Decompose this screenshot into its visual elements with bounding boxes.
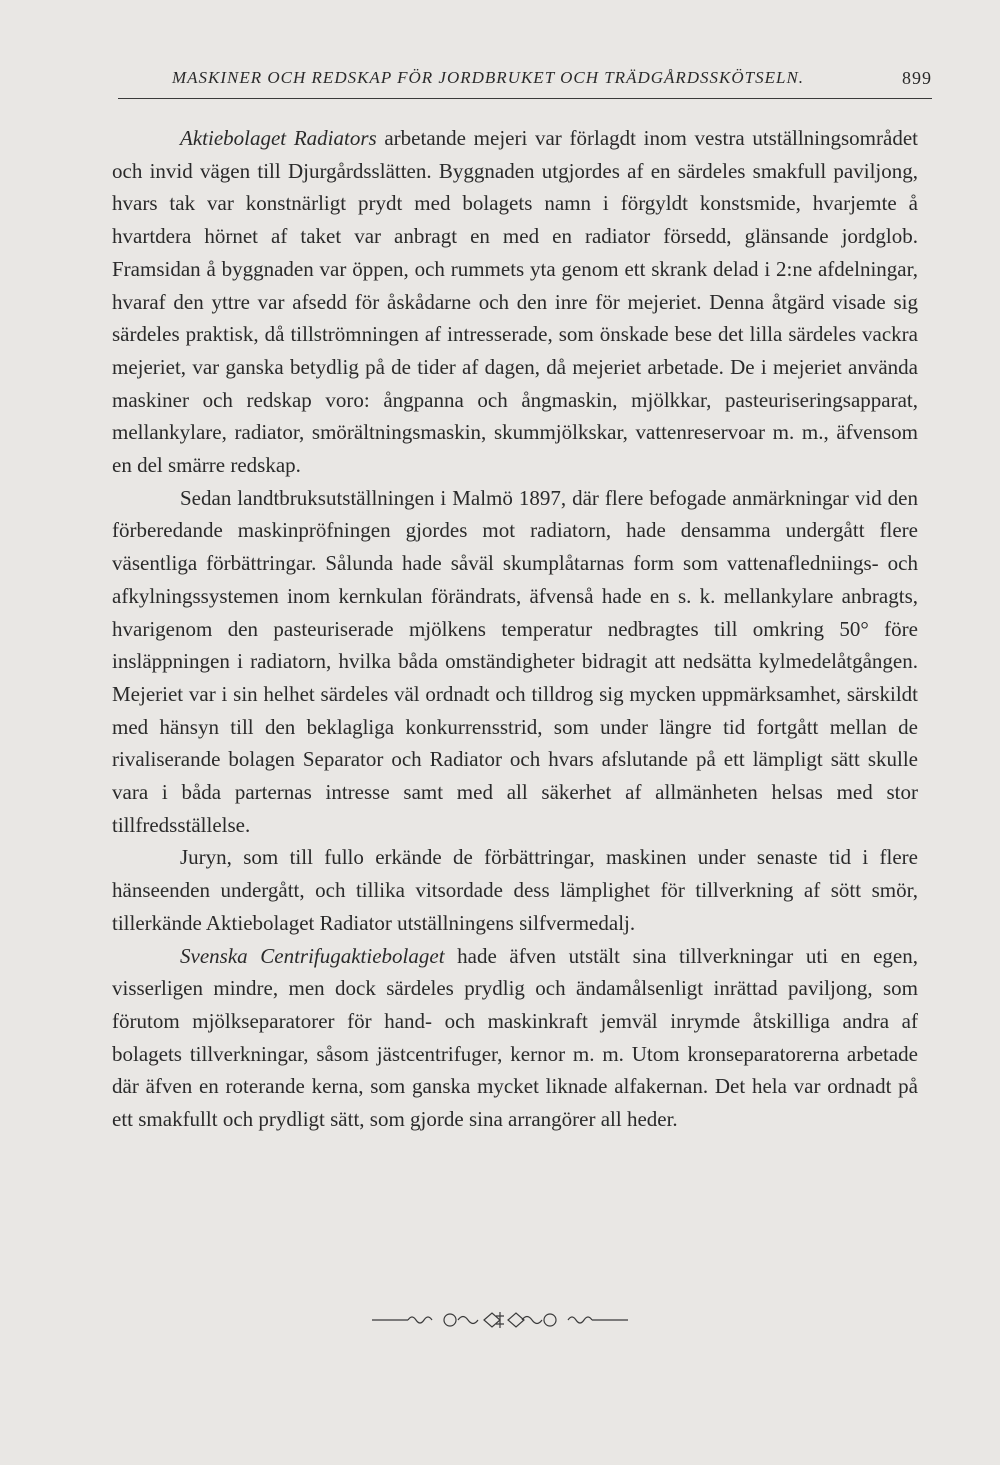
paragraph-text: hade äfven utstält sina tillverkningar uti en egen, visserligen mindre, men dock särdeles prydlig och ändamålsenligt inrättad paviljong, som förutom mjölkseparatorer för hand- och maskinkraft jemväl inrymde åtskilliga andra af bolagets tillverkningar, såsom jästcentrifuger, kernor m. m. Utom kronseparatorerna arbetade där äfven en roterande kerna, som ganska mycket liknade alfakernan. Det hela var ordnadt på ett smakfullt och prydligt sätt, som gjorde sina arrangörer all heder. — [112, 943, 918, 1132]
paragraph-text: arbetande mejeri var förlagdt inom vestra utställningsområdet och invid vägen till Djurgårdsslätten. Byggnaden utgjordes af en särdeles smakfull paviljong, hvars tak var konstnärligt prydt med bolagets namn i förgyldt konstsmide, hvarjemte å hvartdera hörnet af taket var anbragt en med en radiator försedd, glänsande jordglob. Framsidan å byggnaden var öppen, och rummets yta genom ett skrank delad i 2:ne afdelningar, hvaraf den yttre var afsedd för åskådarne och den inre för mejeriet. Denna åtgärd visade sig särdeles praktisk, då tillströmningen af intresserade, som önskade bese det lilla särdeles vackra mejeriet, var ganska betydlig på de tider af dagen, då mejeriet arbetade. De i mejeriet använda maskiner och redskap voro: ångpanna och ångmaskin, mjölkkar, pasteuriseringsapparat, mellankylare, radiator, smörältningsmaskin, skummjölkskar, vattenreservoar m. m., äfvensom en del smärre redskap. — [112, 126, 918, 478]
paragraph-lead-italic: Aktiebolaget Radiators — [180, 126, 377, 150]
paragraph-malmo — [112, 482, 918, 842]
scroll-ornament-icon — [372, 1308, 628, 1332]
paragraph-juryn — [112, 841, 918, 939]
header-rule — [118, 98, 932, 99]
paragraph-lead-italic: Svenska Centrifugaktiebolaget — [180, 943, 445, 968]
page-number: 899 — [902, 68, 932, 88]
paragraph-radiator — [112, 122, 918, 482]
paragraph-text: Juryn, som till fullo erkände de förbättringar, maskinen under senaste tid i flere hänseenden undergått, och tillika vitsordade dess lämplighet för tillverkning af sött smör, tillerkände Aktiebolaget Radiator utställningens silfvermedalj. — [112, 845, 918, 935]
body-text — [112, 122, 918, 1136]
paragraph-text: Sedan landtbruksutställningen i Malmö 1897, där flere befogade anmärkningar vid den förberedande maskinpröfningen gjordes mot radiatorn, hade densamma undergått flere väsentliga förbättringar. Sålunda hade såväl skumplåtarnas form som vattenafledniings- och afkylningssystemen inom kernkulan förändrats, äfvenså hade en s. k. mellankylare anbragts, hvarigenom den pasteuriserade mjölkens temperatur nedbragtes till omkring 50° före insläppningen i radiatorn, hvilka båda omständigheter bidragit att nedsätta kylmedelåtgången. Mejeriet var i sin helhet särdeles väl ordnadt och tilldrog sig mycken uppmärksamhet, särskildt med hänsyn till den beklagliga konkurrensstrid, som under längre tid fortgått mellan de rivaliserande bolagen Separator och Radiator och hvars afslutande på ett lämpligt sätt skulle vara i båda parternas intresse samt med all säkerhet af allmänheten helsas med stor tillfredsställelse. — [112, 485, 918, 837]
paragraph-centrifug — [112, 940, 918, 1136]
running-header-title: MASKINER OCH REDSKAP FÖR JORDBRUKET OCH TRÄDGÅRDSSKÖTSELN. — [172, 68, 805, 87]
running-header — [172, 68, 932, 88]
